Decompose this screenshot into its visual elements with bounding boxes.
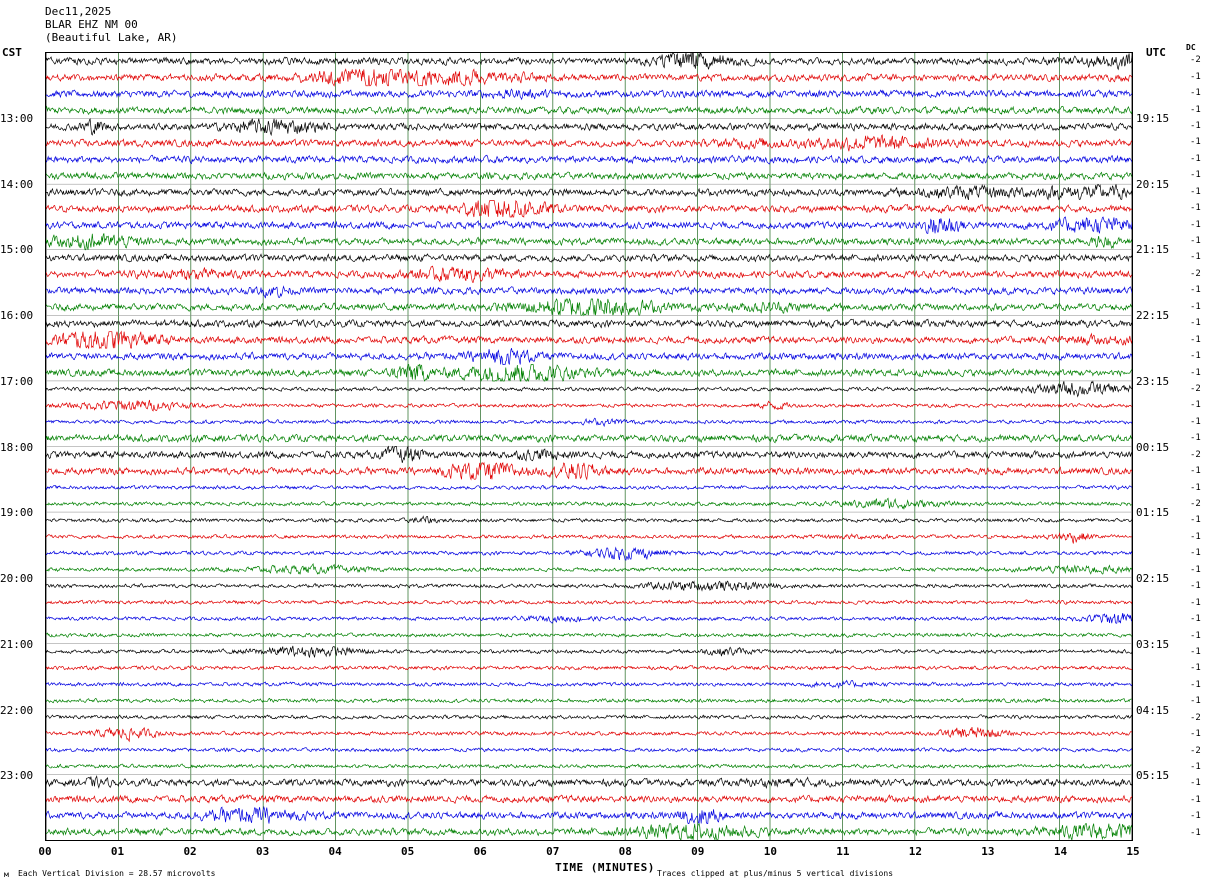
dc-value: -1 [1190,482,1201,493]
left-axis-label: CST [2,46,22,59]
x-tick-label: 07 [546,845,560,858]
y-tick-right: 20:15 [1136,177,1170,191]
x-tick-label: 12 [908,845,923,858]
dc-value: -1 [1190,811,1201,822]
x-tick-label: 05 [401,845,415,858]
dc-value: -1 [1190,827,1201,838]
dc-value: -1 [1190,400,1201,411]
y-tick-left: 23:00 [0,769,34,783]
dc-value: -1 [1190,548,1201,559]
dc-value: -1 [1190,515,1201,526]
x-tick-label: 10 [763,845,777,858]
y-tick-right: 01:15 [1136,506,1170,520]
plot-svg [46,53,1132,840]
dc-value: -2 [1190,383,1201,394]
x-tick-label: 02 [183,845,197,858]
x-tick-label: 06 [473,845,487,858]
x-tick-label: 08 [618,845,632,858]
dc-value: -1 [1190,466,1201,477]
dc-value: -1 [1190,88,1201,99]
dc-value: -1 [1190,630,1201,641]
y-tick-right: 03:15 [1136,637,1170,651]
dc-value: -1 [1190,679,1201,690]
station-code: BLAR EHZ NM 00 [45,18,138,31]
dc-value: -1 [1190,778,1201,789]
dc-value: -1 [1190,433,1201,444]
dc-value: -2 [1190,712,1201,723]
dc-value: -2 [1190,745,1201,756]
dc-value: -1 [1190,794,1201,805]
x-axis-title: TIME (MINUTES) [555,861,655,874]
y-tick-right: 19:15 [1136,111,1170,125]
dc-value: -1 [1190,646,1201,657]
x-tick-label: 15 [1126,845,1140,858]
y-tick-right: 21:15 [1136,243,1170,257]
clip-note: Traces clipped at plus/minus 5 vertical divisions [657,869,894,878]
dc-value: -1 [1190,597,1201,608]
dc-value: -1 [1190,71,1201,82]
dc-value: -1 [1190,531,1201,542]
dc-value: -2 [1190,499,1201,510]
trace-plot-area [45,52,1133,841]
dc-value: -1 [1190,104,1201,115]
x-tick-label: 01 [110,845,125,858]
dc-value: -1 [1190,351,1201,362]
y-tick-left: 20:00 [0,572,34,585]
y-tick-right: 22:15 [1136,309,1170,322]
y-tick-left: 13:00 [0,111,34,125]
y-tick-right: 04:15 [1136,703,1170,717]
y-tick-right: 23:15 [1136,374,1170,388]
dc-axis-label: DC [1186,43,1196,52]
y-tick-left: 14:00 [0,177,34,191]
dc-value: -1 [1190,762,1201,773]
station-location: (Beautiful Lake, AR) [45,31,178,44]
dc-value: -1 [1190,137,1201,148]
dc-value: -2 [1190,268,1201,279]
dc-value: -1 [1190,416,1201,427]
y-tick-left: 17:00 [0,374,34,388]
y-tick-left: 22:00 [0,703,34,717]
x-tick-label: 13 [981,845,995,858]
y-tick-right: 05:15 [1136,769,1170,783]
x-tick-label: 04 [328,845,342,858]
record-date: Dec11,2025 [45,5,112,18]
dc-value: -1 [1190,186,1201,197]
dc-value: -1 [1190,614,1201,625]
y-tick-left: 21:00 [0,637,34,651]
dc-value: -1 [1190,252,1201,263]
x-tick-label: 11 [836,845,850,858]
dc-value: -1 [1190,236,1201,247]
scale-marker-icon: м [4,870,9,879]
dc-value: -1 [1190,203,1201,214]
dc-value: -1 [1190,564,1201,575]
dc-value: -1 [1190,219,1201,230]
dc-value: -1 [1190,334,1201,345]
y-tick-left: 19:00 [0,506,34,520]
dc-value: -1 [1190,663,1201,674]
dc-value: -1 [1190,170,1201,181]
dc-value: -2 [1190,55,1201,66]
dc-value: -1 [1190,696,1201,707]
y-tick-right: 00:15 [1136,440,1170,454]
y-tick-left: 16:00 [0,309,34,322]
dc-value: -1 [1190,318,1201,329]
x-tick-label: 00 [38,845,52,858]
dc-value: -1 [1190,581,1201,592]
dc-value: -1 [1190,120,1201,131]
scale-note: Each Vertical Division = 28.57 microvolts [18,869,216,878]
x-tick-label: 09 [691,845,705,858]
dc-value: -1 [1190,285,1201,296]
dc-value: -2 [1190,449,1201,460]
y-tick-right: 02:15 [1136,572,1170,585]
x-tick-label: 03 [255,845,270,858]
dc-value: -1 [1190,153,1201,164]
dc-value: -1 [1190,301,1201,312]
y-tick-left: 18:00 [0,440,34,454]
x-tick-label: 14 [1053,845,1068,858]
right-axis-label: UTC [1146,46,1166,59]
y-tick-left: 15:00 [0,243,34,257]
dc-value: -1 [1190,729,1201,740]
dc-value: -1 [1190,367,1201,378]
